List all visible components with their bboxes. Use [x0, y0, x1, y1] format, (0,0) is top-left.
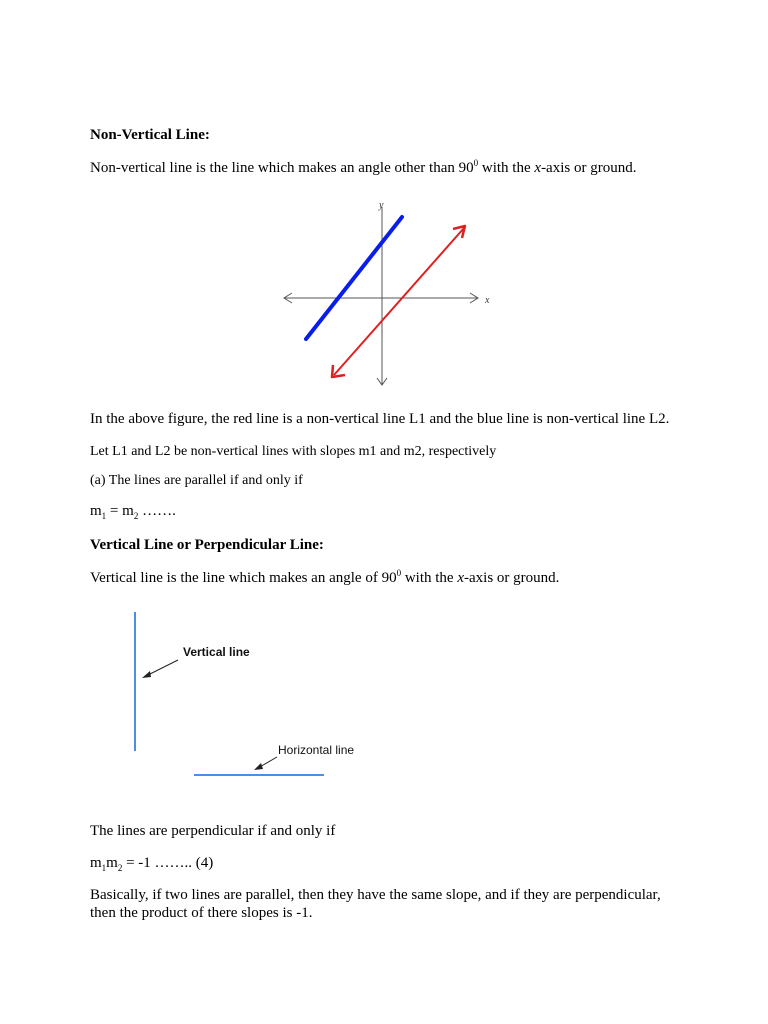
eq1-tail: …….	[138, 503, 176, 519]
vertical-horizontal-figure	[120, 605, 380, 785]
definition-text-post: -axis or ground.	[541, 160, 637, 176]
y-axis-label: y	[379, 200, 384, 211]
vertical-pointer-arrow-icon	[142, 671, 151, 678]
eq2-sub2: 2	[117, 863, 123, 873]
parallel-lines-figure	[270, 195, 510, 395]
definition-text-pre: Non-vertical line is the line which makes an angle other than 90	[90, 160, 474, 176]
eq2-tail: = -1 …….. (4)	[122, 855, 214, 871]
blue-line-l2	[306, 217, 402, 339]
eq2-sub1: 1	[101, 863, 107, 873]
parallel-equation	[90, 503, 176, 520]
horizontal-line-label: Horizontal line	[278, 743, 355, 757]
eq1-mid: = m	[106, 503, 134, 519]
definition-text-mid: with the	[478, 160, 535, 176]
x-variable: x	[534, 160, 542, 176]
non-vertical-definition	[90, 160, 636, 177]
section-heading-non-vertical: Non-Vertical Line:	[90, 127, 210, 143]
red-line-l1	[334, 228, 464, 375]
v-definition-text-mid: with the	[401, 570, 458, 586]
v-definition-text-pre: Vertical line is the line which makes an angle of 90	[90, 570, 397, 586]
horizontal-pointer-arrow-icon	[254, 763, 263, 770]
perpendicular-equation	[90, 855, 213, 872]
eq2-m2: m	[106, 855, 118, 871]
section-heading-vertical: Vertical Line or Perpendicular Line:	[90, 537, 324, 553]
figure-caption: In the above figure, the red line is a non-vertical line L1 and the blue line is non-vertical line L2.	[90, 411, 670, 427]
x-axis-label: x	[485, 295, 490, 306]
vertical-definition	[90, 570, 559, 587]
parallel-condition: (a) The lines are parallel if and only if	[90, 473, 303, 488]
eq1-sub1: 1	[101, 511, 107, 521]
slopes-statement: Let L1 and L2 be non-vertical lines with slopes m1 and m2, respectively	[90, 444, 497, 459]
eq2-m1: m	[90, 855, 102, 871]
v-definition-text-post: -axis or ground.	[464, 570, 560, 586]
v-x-variable: x	[457, 570, 464, 586]
parallel-lines-svg	[270, 195, 510, 395]
eq1-m: m	[90, 503, 102, 519]
vertical-label-pointer	[146, 660, 178, 676]
eq1-sub2: 2	[133, 511, 139, 521]
vertical-horizontal-svg	[120, 605, 380, 785]
degree-superscript: 0	[473, 158, 479, 168]
vertical-line-label: Vertical line	[183, 645, 250, 659]
v-degree-superscript: 0	[396, 568, 402, 578]
summary-paragraph: Basically, if two lines are parallel, then they have the same slope, and if they are perpendicular, then the product of there slopes is -1.	[90, 887, 661, 921]
perpendicular-condition: The lines are perpendicular if and only if	[90, 823, 336, 839]
